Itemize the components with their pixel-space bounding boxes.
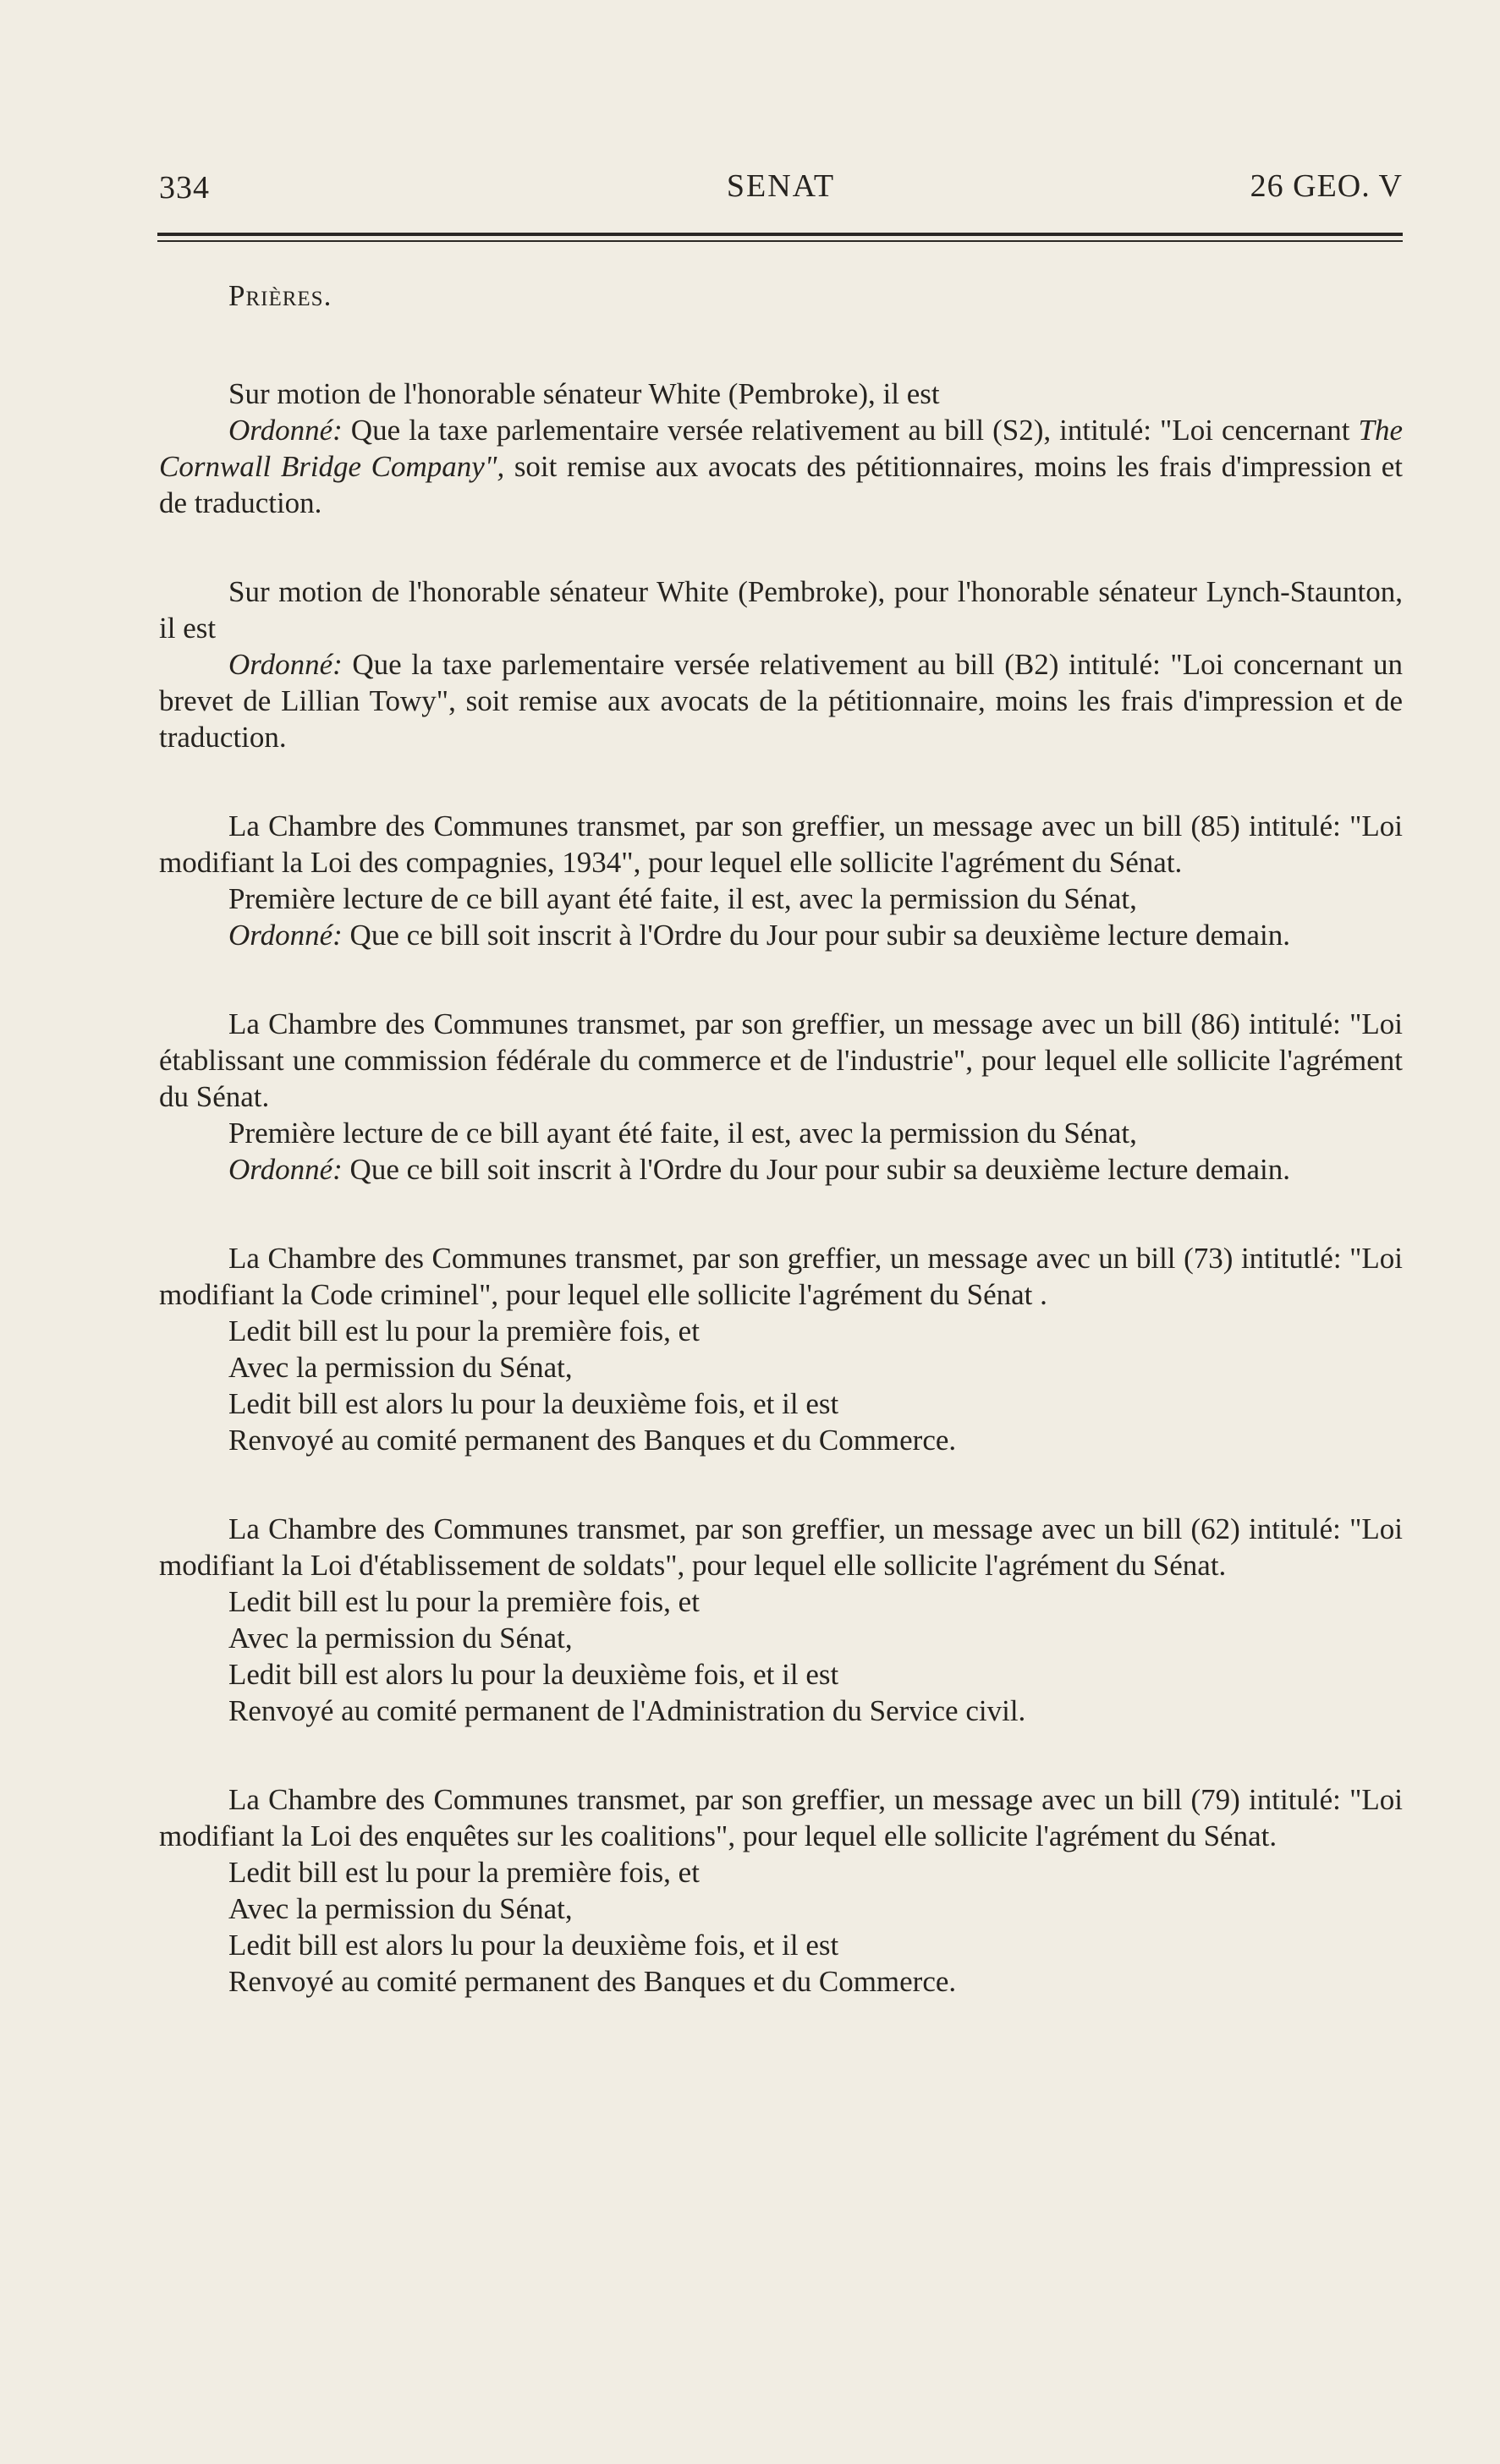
entry-paragraph: Ledit bill est lu pour la première fois, et [228, 1314, 700, 1347]
journal-entry [159, 376, 1403, 521]
entry-paragraph: Première lecture de ce bill ayant été faite, il est, avec la permission du Sénat, [228, 1117, 1137, 1150]
entry-paragraph: Sur motion de l'honorable sénateur White (Pembroke), il est [228, 377, 940, 410]
journal-entry [159, 1781, 1403, 2000]
entry-paragraph: Avec la permission du Sénat, [228, 1892, 573, 1925]
entry-paragraph: Renvoyé au comité permanent de l'Administration du Service civil. [228, 1694, 1026, 1727]
company-name: The Cornwall Bridge Company", [159, 414, 1403, 483]
page-header [159, 159, 1403, 210]
entry-paragraph: Ledit bill est alors lu pour la deuxième fois, et il est [228, 1658, 839, 1691]
entry-paragraph: Renvoyé au comité permanent des Banques et du Commerce. [228, 1965, 957, 1998]
entry-paragraph: Ordonné: Que ce bill soit inscrit à l'Ordre du Jour pour subir sa deuxième lecture demain. [228, 1153, 1290, 1186]
ordonne-label: Ordonné: [228, 1153, 343, 1186]
entry-paragraph: Avec la permission du Sénat, [228, 1351, 573, 1384]
entry-paragraph: La Chambre des Communes transmet, par son greffier, un message avec un bill (62) intitulé: "Loi modifiant la Loi d'établissement de soldats", pour lequel elle sollicite l'agrément du Sénat. [159, 1512, 1403, 1582]
entry-paragraph: Ledit bill est alors lu pour la deuxième fois, et il est [228, 1387, 839, 1420]
regnal-year: 26 GEO. V [1250, 168, 1403, 204]
header-rule-thick [157, 233, 1403, 236]
journal-entry [159, 808, 1403, 953]
journal-entry [159, 573, 1403, 755]
entry-paragraph: La Chambre des Communes transmet, par son greffier, un message avec un bill (73) intitutlé: "Loi modifiant la Code criminel", pour lequel elle sollicite l'agrément du Sénat . [159, 1242, 1403, 1311]
page-body [159, 271, 1403, 2052]
ordonne-label: Ordonné: [228, 414, 343, 447]
entries-list [159, 376, 1403, 2000]
entry-paragraph: Ledit bill est lu pour la première fois, et [228, 1856, 700, 1889]
page-title: SENAT [726, 168, 836, 204]
entry-paragraph: Ordonné: Que ce bill soit inscrit à l'Ordre du Jour pour subir sa deuxième lecture demain. [228, 919, 1290, 952]
journal-entry [159, 1511, 1403, 1729]
entry-paragraph: La Chambre des Communes transmet, par son greffier, un message avec un bill (86) intitulé: "Loi établissant une commission fédérale du commerce et de l'industrie", pour lequel elle sollicite l'agrément du Sénat. [159, 1007, 1403, 1113]
ordonne-label: Ordonné: [228, 919, 343, 952]
entry-paragraph: Renvoyé au comité permanent des Banques et du Commerce. [228, 1424, 957, 1457]
section-heading: Prières. [228, 279, 332, 312]
entry-paragraph: Avec la permission du Sénat, [228, 1622, 573, 1655]
page-number: 334 [159, 170, 210, 206]
entry-paragraph: Ledit bill est alors lu pour la deuxième fois, et il est [228, 1929, 839, 1962]
header-rule-thin [157, 240, 1403, 242]
entry-paragraph: Sur motion de l'honorable sénateur White (Pembroke), pour l'honorable sénateur Lynch-Staunton, il est [159, 575, 1403, 645]
journal-entry [159, 1006, 1403, 1188]
entry-paragraph: La Chambre des Communes transmet, par son greffier, un message avec un bill (85) intitulé: "Loi modifiant la Loi des compagnies, 1934", pour lequel elle sollicite l'agrément du Sénat. [159, 809, 1403, 879]
entry-paragraph: Ordonné: Que la taxe parlementaire versée relativement au bill (S2), intitulé: "Loi cencernant The Cornwall Bridge Company", soit remise aux avocats des pétitionnaires, moins les frais d'impression et de traduction. [159, 414, 1403, 519]
entry-paragraph: Première lecture de ce bill ayant été faite, il est, avec la permission du Sénat, [228, 882, 1137, 915]
entry-paragraph: La Chambre des Communes transmet, par son greffier, un message avec un bill (79) intitulé: "Loi modifiant la Loi des enquêtes sur les coalitions", pour lequel elle sollicite l'agrément du Sénat. [159, 1783, 1403, 1852]
journal-entry [159, 1240, 1403, 1458]
ordonne-label: Ordonné: [228, 648, 343, 681]
entry-paragraph: Ledit bill est lu pour la première fois, et [228, 1585, 700, 1618]
entry-paragraph: Ordonné: Que la taxe parlementaire versée relativement au bill (B2) intitulé: "Loi concernant un brevet de Lillian Towy", soit remise aux avocats de la pétitionnaire, moins les frais d'impression et de traduction. [159, 648, 1403, 754]
